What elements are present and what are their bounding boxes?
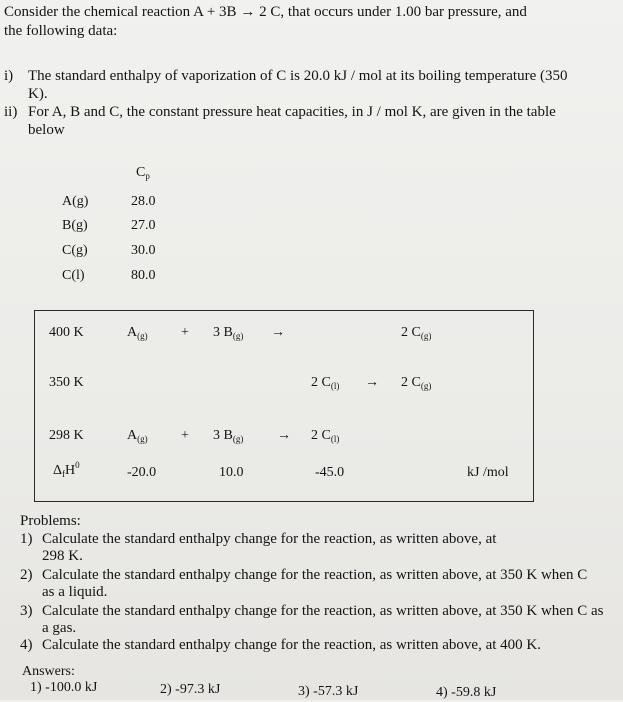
answer-4: 4) -59.8 kJ: [436, 685, 497, 700]
cp-row-cg-value: 30.0: [131, 243, 156, 258]
enthalpy-units: kJ /mol: [467, 465, 509, 480]
row-298-c: 2 $C_{(l)}$: [311, 428, 340, 444]
problem-1-num: 1): [20, 531, 33, 547]
thermo-cycle-box: [34, 310, 534, 502]
row-400-temp: 400 K: [49, 325, 84, 340]
enthalpy-cl: -45.0: [315, 465, 345, 480]
problem-4-num: 4): [20, 637, 33, 653]
problem-4-line-1: Calculate the standard enthalpy change for the reaction, as written above, at 400 K.: [42, 637, 541, 653]
row-400-a: $A_{(g)}$: [127, 325, 148, 341]
enthalpy-a: -20.0: [127, 465, 157, 480]
cp-row-cg-species: C(g): [62, 243, 88, 258]
cp-row-cl-species: C(l): [62, 268, 85, 283]
cp-row-b-value: 27.0: [131, 218, 156, 233]
answer-3: 3) -57.3 kJ: [298, 684, 359, 699]
enthalpy-b: 10.0: [219, 465, 244, 480]
problem-3-num: 3): [20, 603, 33, 619]
row-400-plus: +: [181, 325, 189, 340]
row-350-arrow: →: [365, 375, 379, 390]
item-i-line-2: K).: [28, 86, 48, 102]
row-350-cg: 2 $C_{(g)}$: [401, 375, 432, 391]
intro-line-1: Consider the chemical reaction A + 3B → 2 C, that occurs under 1.00 bar pressure, and: [4, 4, 527, 20]
row-298-b: 3 $B_{(g)}$: [213, 428, 244, 444]
item-i-label: i): [4, 68, 14, 84]
item-ii-label: ii): [4, 104, 18, 120]
row-400-arrow: →: [271, 325, 285, 340]
row-350-temp: 350 K: [49, 375, 84, 390]
row-400-c: 2 $C_{(g)}$: [401, 325, 432, 341]
row-298-temp: 298 K: [49, 428, 84, 443]
answers-heading: Answers:: [22, 664, 75, 679]
answer-2: 2) -97.3 kJ: [160, 682, 221, 697]
enthalpy-label: $\Delta_fH^0$: [53, 460, 80, 479]
problem-2-line-2: as a liquid.: [42, 584, 108, 600]
problems-heading: Problems:: [20, 513, 81, 529]
cp-header: $C_p$: [136, 165, 150, 181]
problem-2-line-1: Calculate the standard enthalpy change for the reaction, as written above, at 350 K when C: [42, 567, 588, 583]
problem-3-line-1: Calculate the standard enthalpy change for the reaction, as written above, at 350 K when C as: [42, 603, 604, 619]
row-400-b: 3 $B_{(g)}$: [213, 325, 244, 341]
answer-1: 1) -100.0 kJ: [30, 680, 98, 695]
intro-line-2: the following data:: [4, 23, 118, 39]
problem-2-num: 2): [20, 567, 33, 583]
problem-3-line-2: a gas.: [42, 620, 77, 636]
problem-1-line-2: 298 K.: [42, 548, 83, 564]
item-ii-line-1: For A, B and C, the constant pressure heat capacities, in J / mol K, are given in the table: [28, 104, 556, 120]
row-298-a: $A_{(g)}$: [127, 428, 148, 444]
cp-row-a-species: A(g): [62, 194, 89, 209]
row-350-cl: 2 $C_{(l)}$: [311, 375, 340, 391]
problem-1-line-1: Calculate the standard enthalpy change for the reaction, as written above, at: [42, 531, 497, 547]
item-i-line-1: The standard enthalpy of vaporization of C is 20.0 kJ / mol at its boiling temperature (350: [28, 68, 568, 84]
cp-row-cl-value: 80.0: [131, 268, 156, 283]
row-298-arrow: →: [277, 428, 291, 443]
item-ii-line-2: below: [28, 122, 65, 138]
cp-row-b-species: B(g): [62, 218, 88, 233]
cp-row-a-value: 28.0: [131, 194, 156, 209]
row-298-plus: +: [181, 428, 189, 443]
